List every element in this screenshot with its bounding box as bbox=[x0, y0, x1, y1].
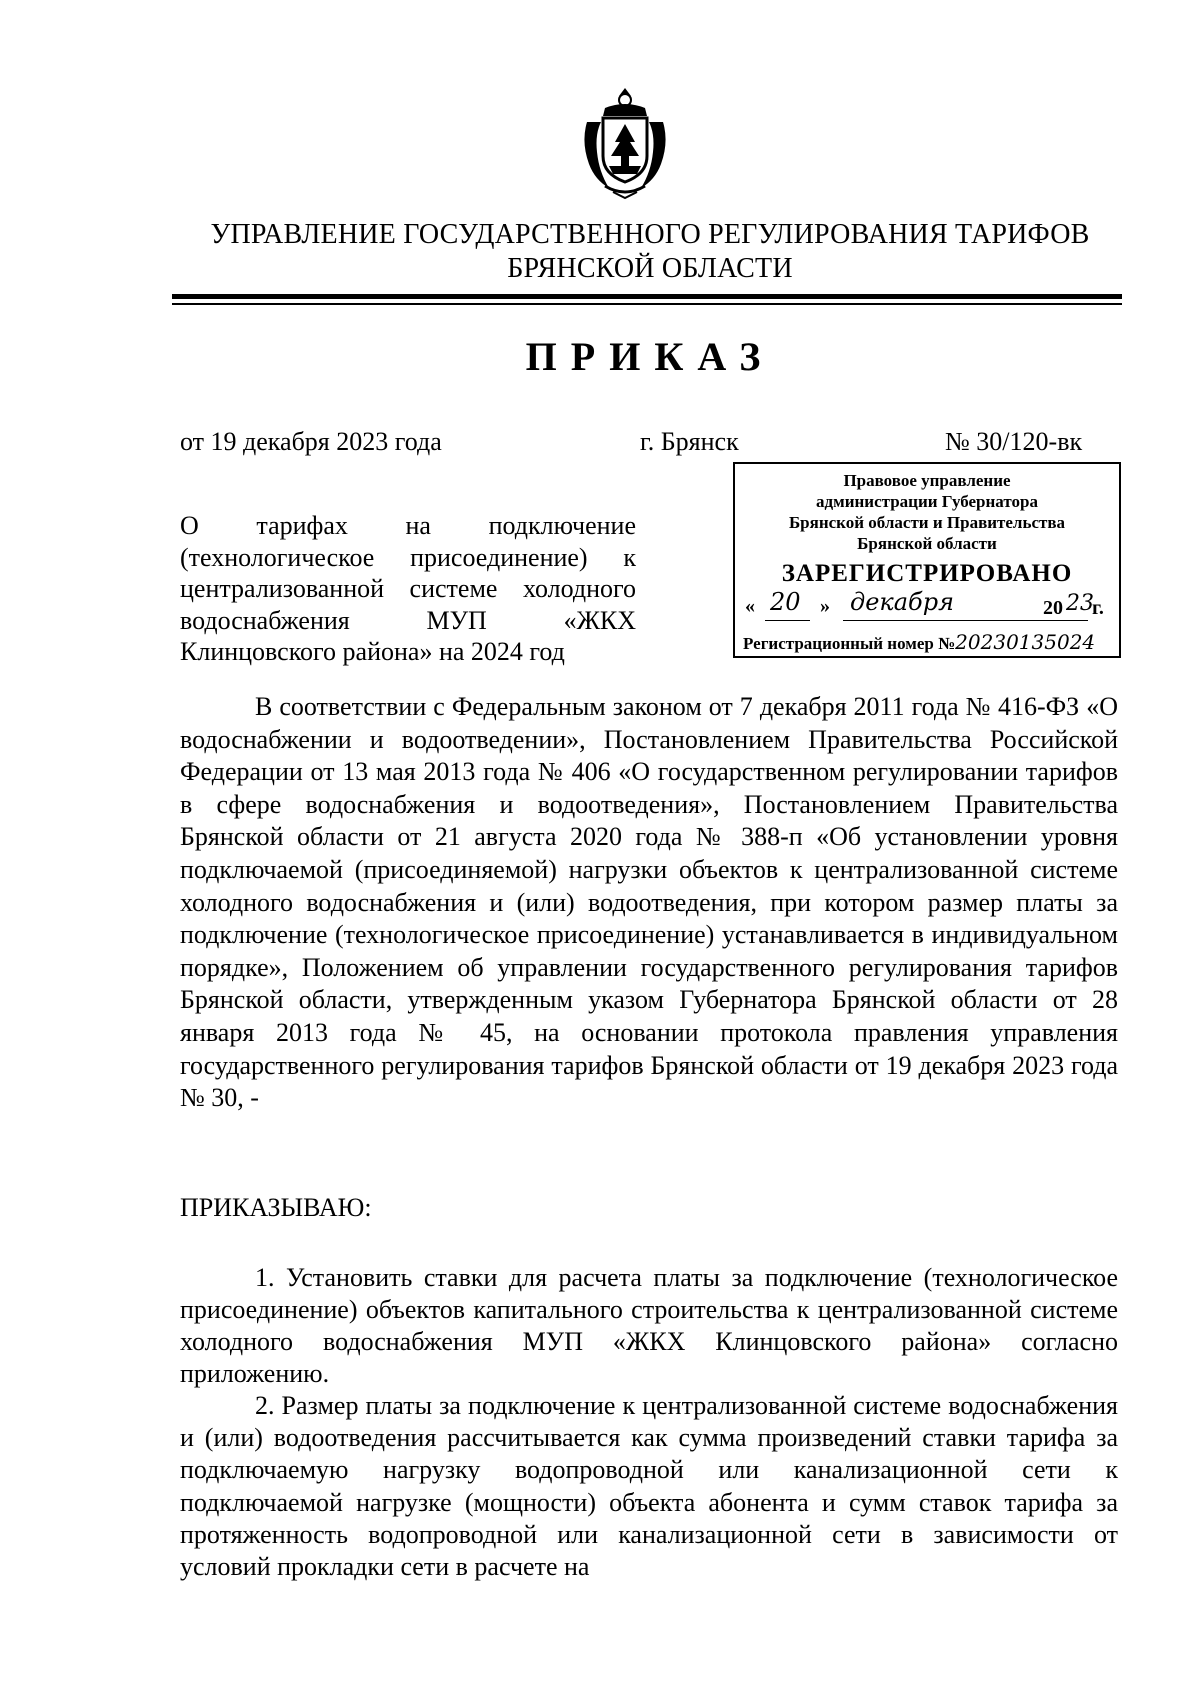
stamp-day-underline bbox=[765, 620, 810, 621]
coat-of-arms-icon bbox=[575, 82, 675, 200]
stamp-quote-close: » bbox=[820, 595, 830, 617]
registration-stamp bbox=[733, 462, 1121, 658]
stamp-line-1: Правовое управление bbox=[843, 471, 1011, 490]
order-item-1: 1. Установить ставки для расчета платы за подключение (технологическое присоединение) объектов капитального строительства к централизованной системе холодного водоснабжения МУП «ЖКХ Клинцовского района» согласно приложению. bbox=[180, 1263, 1118, 1388]
stamp-month-handwritten: декабря bbox=[850, 588, 954, 616]
stamp-date-row bbox=[735, 588, 1119, 624]
stamp-month-underline bbox=[843, 620, 1038, 621]
order-subject-last-line: Клинцовского района» на 2024 год bbox=[180, 637, 565, 666]
stamp-line-4: Брянской области bbox=[857, 534, 997, 553]
order-city: г. Брянск bbox=[640, 427, 739, 456]
document-title: ПРИКАЗ bbox=[525, 334, 775, 379]
stamp-quote-open: « bbox=[745, 595, 755, 617]
stamp-regnum-label: Регистрационный номер № bbox=[743, 634, 956, 653]
header-divider-thick bbox=[172, 294, 1122, 299]
order-subject bbox=[180, 510, 636, 668]
stamp-year-suffix: г. bbox=[1092, 597, 1104, 619]
stamp-line-2: администрации Губернатора bbox=[816, 492, 1038, 511]
header-divider-thin bbox=[172, 303, 1122, 305]
stamp-year-prefix: 20 bbox=[1043, 597, 1063, 619]
order-item-2: 2. Размер платы за подключение к централизованной системе водоснабжения и (или) водоотведения рассчитывается как сумма произведений ставки тарифа за подключаемую нагрузку водопроводной или канализационной сети к подключаемой нагрузке (мощности) объекта абонента и сумм ставок тарифа за протяженность водопроводной или канализационной сети в зависимости от условий прокладки сети в расчете на bbox=[180, 1391, 1118, 1582]
organization-header bbox=[180, 218, 1120, 286]
stamp-regnum-row bbox=[743, 632, 1115, 654]
order-number: № 30/120-вк bbox=[945, 427, 1083, 456]
stamp-year-handwritten: 23 bbox=[1066, 591, 1094, 616]
stamp-registered: ЗАРЕГИСТРИРОВАНО bbox=[781, 560, 1073, 587]
preamble-paragraph: В соответствии с Федеральным законом от 7 декабря 2011 года № 416-ФЗ «О водоснабжении и водоотведении», Постановлением Правительства Российской Федерации от 13 мая 2013 года № 406 «О государственном регулировании тарифов в сфере водоснабжения и водоотведения», Постановлением Правительства Брянской области от 21 августа 2020 года № 388-п «Об установлении уровня подключаемой (присоединяемой) нагрузки объектов к централизованной системе холодного водоснабжения и (или) водоотведения, при котором размер платы за подключение (технологическое присоединение) устанавливается в индивидуальном порядке», Положением об управлении государственного регулирования тарифов Брянской области, утвержденным указом Губернатора Брянской области от 28 января 2013 года № 45, на основании протокола правления управления государственного регулирования тарифов Брянской области от 19 декабря 2023 года № 30, - bbox=[180, 692, 1118, 1113]
organization-name-line1: УПРАВЛЕНИЕ ГОСУДАРСТВЕННОГО РЕГУЛИРОВАНИЯ ТАРИФОВ bbox=[210, 219, 1090, 250]
order-date: от 19 декабря 2023 года bbox=[180, 427, 442, 456]
order-subject-text: О тарифах на подключение (технологическое присоединение) к централизованной системе холодного водоснабжения МУП «ЖКХ bbox=[180, 511, 636, 635]
stamp-day-handwritten: 20 bbox=[770, 588, 801, 616]
stamp-line-3: Брянской области и Правительства bbox=[788, 513, 1066, 532]
organization-name-line2: БРЯНСКОЙ ОБЛАСТИ bbox=[507, 253, 793, 284]
stamp-year-underline bbox=[1038, 620, 1088, 621]
order-directive: ПРИКАЗЫВАЮ: bbox=[180, 1193, 372, 1222]
stamp-regnum-handwritten: 20230135024 bbox=[955, 630, 1096, 654]
